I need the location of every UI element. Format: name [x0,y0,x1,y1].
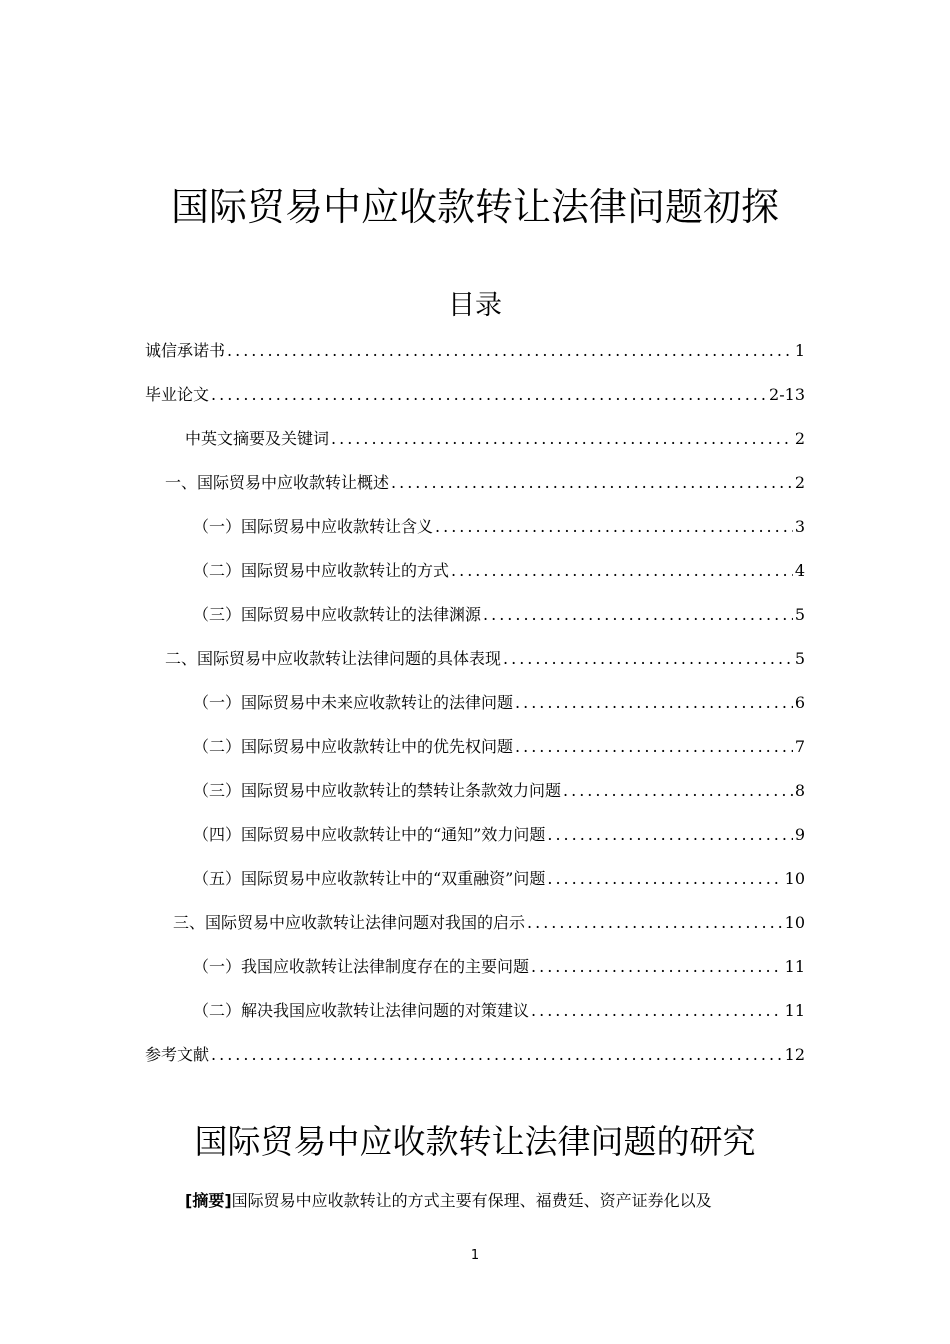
toc-entry [165,648,805,670]
toc-entry [193,780,805,802]
toc-leader-dots [391,472,793,494]
toc-entry-label: （一）国际贸易中应收款转让含义 [193,517,434,536]
toc-leader-dots [515,692,793,714]
toc-leader-dots [211,1044,783,1066]
toc-entry-page: 10 [784,913,805,932]
toc-entry-page: 5 [794,605,805,624]
toc-entry [193,516,805,538]
toc-leader-dots [547,824,792,846]
toc-entry [145,340,805,362]
toc-leader-dots [527,912,783,934]
toc-entry [193,736,805,758]
toc-leader-dots [451,560,793,582]
toc-entry [145,1044,805,1066]
toc-entry-label: 三、国际贸易中应收款转让法律问题对我国的启示 [173,913,526,932]
toc-entry-label: 一、国际贸易中应收款转让概述 [165,473,390,492]
toc-leader-dots [483,604,793,626]
toc-entry-page: 7 [794,737,805,756]
toc-leader-dots [547,868,782,890]
toc-entry-page: 4 [794,561,805,580]
toc-entry-label: （二）国际贸易中应收款转让的方式 [193,561,450,580]
toc-entry-page: 9 [794,825,805,844]
toc-entry-label: （一）国际贸易中未来应收款转让的法律问题 [193,693,514,712]
toc-entry-label: 中英文摘要及关键词 [185,429,330,448]
toc-entry-page: 5 [794,649,805,668]
toc-entry-label: （四）国际贸易中应收款转让中的“通知”效力问题 [193,825,546,844]
toc-heading: 目录 [448,290,502,321]
abstract-label: [摘要] [185,1191,232,1210]
toc-entry-page: 2 [794,473,805,492]
toc-leader-dots [435,516,793,538]
toc-entry-label: （二）解决我国应收款转让法律问题的对策建议 [193,1001,530,1020]
toc-entry-page: 3 [794,517,805,536]
toc-entry-label: 毕业论文 [145,385,210,404]
document-title: 国际贸易中应收款转让法律问题初探 [170,185,779,229]
toc-entry [193,604,805,626]
toc-entry [193,956,805,978]
toc-entry [193,692,805,714]
toc-leader-dots [531,956,783,978]
toc-entry [193,824,805,846]
toc-leader-dots [503,648,793,670]
toc-leader-dots [563,780,793,802]
toc-entry-label: （三）国际贸易中应收款转让的法律渊源 [193,605,482,624]
toc-entry [145,384,805,406]
toc-entry-page: 12 [784,1045,805,1064]
toc-entry-page: 2-13 [769,385,805,404]
toc-entry [185,428,805,450]
toc-entry-label: （一）我国应收款转让法律制度存在的主要问题 [193,957,530,976]
toc-entry-page: 6 [794,693,805,712]
toc-entry-label: （五）国际贸易中应收款转让中的“双重融资”问题 [193,869,546,888]
abstract-text: 国际贸易中应收款转让的方式主要有保理、福费廷、资产证券化以及 [231,1191,712,1210]
toc-leader-dots [515,736,793,758]
toc-entry-page: 10 [784,869,805,888]
toc-entry [193,868,805,890]
toc-leader-dots [227,340,793,362]
toc-entry-label: 二、国际贸易中应收款转让法律问题的具体表现 [165,649,502,668]
abstract-paragraph [185,1188,712,1211]
toc-entry [165,472,805,494]
toc-entry-label: 诚信承诺书 [145,341,226,360]
toc-entry [173,912,805,934]
toc-entry-page: 11 [784,957,805,976]
toc-leader-dots [331,428,793,450]
toc-entry-page: 11 [784,1001,805,1020]
toc-leader-dots [211,384,767,406]
toc-entry [193,1000,805,1022]
page-number: 1 [470,1248,480,1263]
toc-entry-label: （二）国际贸易中应收款转让中的优先权问题 [193,737,514,756]
toc-leader-dots [531,1000,783,1022]
toc-entry-label: 参考文献 [145,1045,210,1064]
toc-entry-page: 1 [794,341,805,360]
toc-entry-page: 2 [794,429,805,448]
toc-entry-page: 8 [794,781,805,800]
paper-title: 国际贸易中应收款转让法律问题的研究 [194,1122,756,1161]
toc-entry [193,560,805,582]
toc-entry-label: （三）国际贸易中应收款转让的禁转让条款效力问题 [193,781,562,800]
